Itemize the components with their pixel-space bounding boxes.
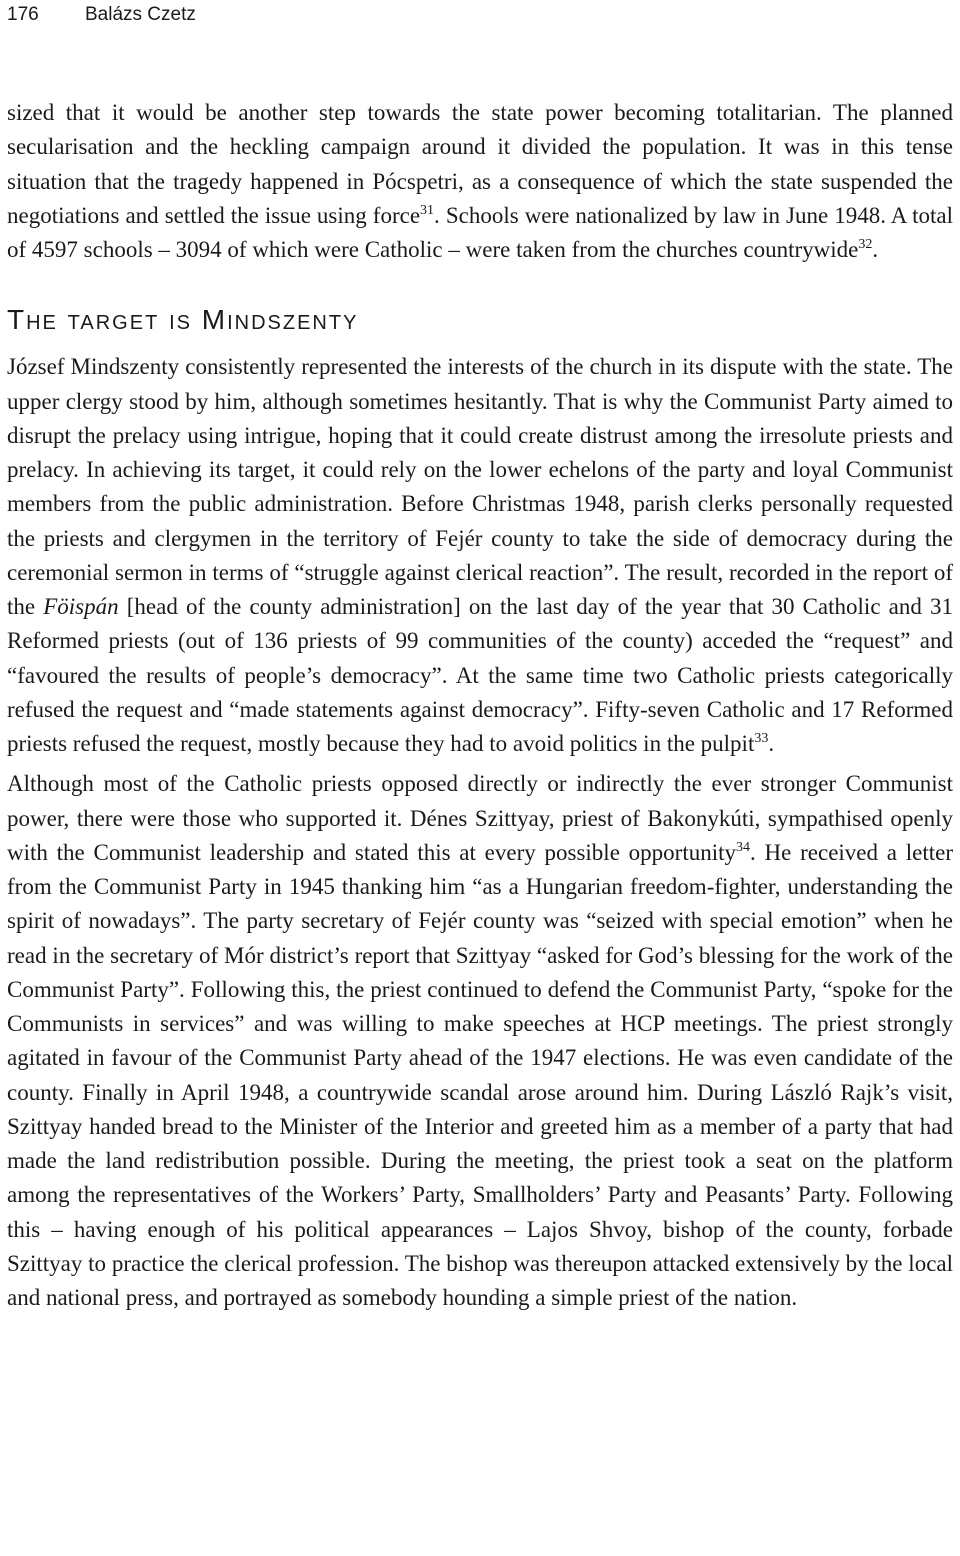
paragraph-2-text-b: [head of the county administration] on the last day of the year that 30 Catholic and 31 Reformed priests (out of 136 priests of 99 communities of the county) acceded the “request” and “favoured the results of people’s democracy”. At the same time two Catholic priests categorically refused the request and “made statements against democracy”. Fifty-seven Catholic and 17 Reformed priests refused the request, mostly because they had to avoid politics in the pulpit (7, 594, 953, 756)
footnote-ref-34: 34 (736, 839, 751, 855)
paragraph-2-text-a: József Mindszenty consistently represented the interests of the church in its dispute with the state. The upper clergy stood by him, although sometimes hesitantly. That is why the Communist Party aimed to disrupt the prelacy using intrigue, hoping that it could create distrust among the irresolute priests and prelacy. In achieving its target, it could rely on the lower echelons of the party and loyal Communist members from the public administration. Before Christmas 1948, parish clerks personally requested the priests and clergymen in the territory of Fejér county to take the side of democracy during the ceremonial sermon in terms of “struggle against clerical reaction”. The result, recorded in the report of the (7, 354, 953, 619)
author-name: Balázs Czetz (85, 4, 196, 25)
paragraph-3-text-a: Although most of the Catholic priests opposed directly or indirectly the ever stronger Communist power, there were those who supported it. Dénes Szittyay, priest of Bakonykúti, sympathised openly with the Communist leadership and stated this at every possible opportunity (7, 771, 953, 865)
foispan-term: Föispán (43, 594, 119, 619)
body-text (7, 96, 953, 1315)
section-heading: The target is Mindszenty (7, 304, 359, 336)
running-head (7, 2, 196, 28)
paragraph-2-text-c: . (768, 731, 775, 756)
paragraph-3 (7, 767, 953, 1315)
footnote-ref-32: 32 (858, 237, 873, 252)
paragraph-2 (7, 350, 953, 761)
page-number: 176 (7, 4, 39, 25)
paragraph-3-text-b: . He received a letter from the Communist Party in 1945 thanking him “as a Hungarian freedom-fighter, understanding the spirit of nowadays”. The party secretary of Fejér county was “seized with special emotion” when he read in the secretary of Mór district’s report that Szittyay “asked for God’s blessing for the work of the Communist Party”. Following this, the priest continued to defend the Communist Party, “spoke for the Communists in services” and was willing to make speeches at HCP meetings. The priest strongly agitated in favour of the Communist Party ahead of the 1947 elections. He was even candidate of the county. Finally in April 1948, a countrywide scandal arose around him. During László Rajk’s visit, Szittyay handed bread to the Minister of the Interior and greeted him as a member of a party that had made the land redistribution possible. During the meeting, the priest took a seat on the platform among the representatives of the Workers’ Party, Smallholders’ Party and Peasants’ Party. Following this – having enough of his political appearances – Lajos Shvoy, bishop of the county, forbade Szittyay to practice the clerical profession. The bishop was thereupon attacked extensively by the local and national press, and portrayed as somebody hounding a simple priest of the nation. (7, 839, 953, 1310)
paragraph-1 (7, 96, 953, 267)
footnote-ref-31: 31 (420, 202, 435, 218)
footnote-ref-33: 33 (754, 731, 769, 746)
paragraph-1-text-b: . Schools were nationalized by law in June 1948. A total of 4597 schools – 3094 of which were Catholic – were taken from the churches countrywide (7, 202, 953, 262)
paragraph-1-text-c: . (872, 237, 879, 262)
paragraph-1-text-a: sized that it would be another step towards the state power becoming totalitarian. The planned secularisation and the heckling campaign around it divided the population. It was in this tense situation that the tragedy happened in Pócspetri, as a consequence of which the state suspended the negotiations and settled the issue using force (7, 100, 953, 228)
